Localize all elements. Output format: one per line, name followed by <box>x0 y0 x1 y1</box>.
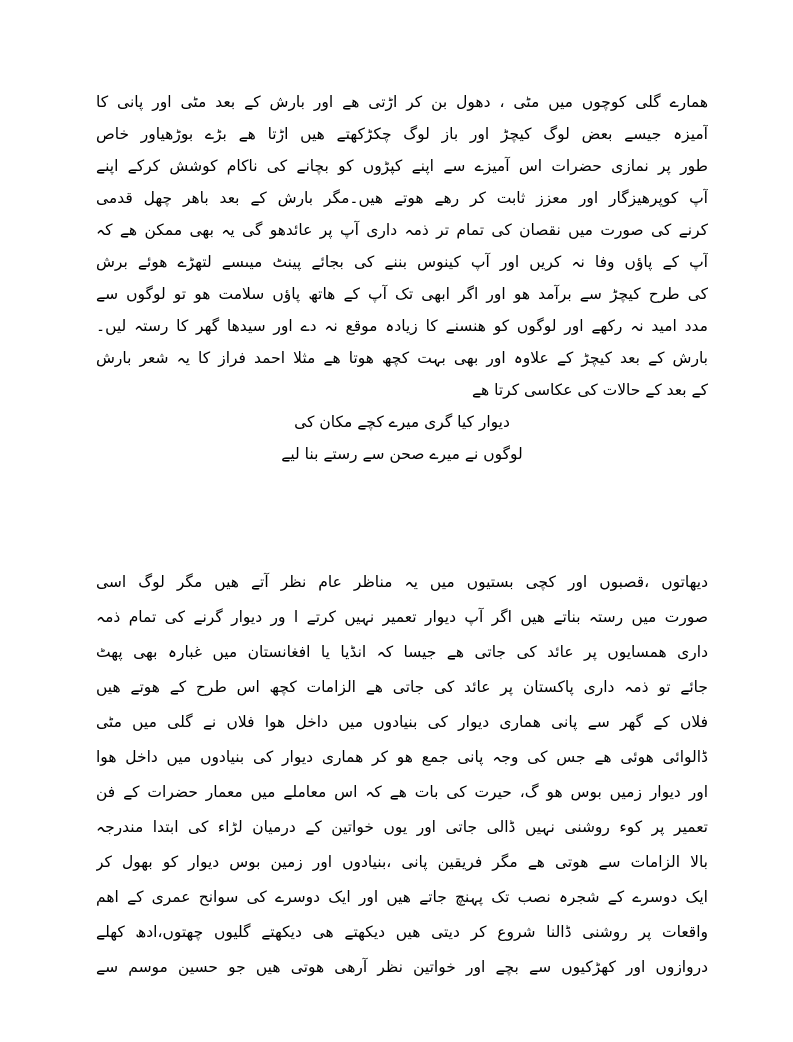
text-line: مدد امید نہ رکھے اور لوگوں کو ھنسنے کا زیادہ موقع نہ دے اور سیدھا گھر کا رستہ لیں۔ <box>96 317 708 335</box>
text-line: واقعات پر روشنی ڈالنا شروع کر دیتی ھیں دیکھتے ھی دیکھتے گلیوں چھتوں،ادھ کھلے <box>96 923 708 941</box>
text-line: ڈالوائی ھوئی ھے جس کی وجہ پانی جمع ھو کر ھماری دیوار کی بنیادوں میں داخل ھوا <box>96 748 708 766</box>
text-line: آپ کے پاؤں وفا نہ کریں اور آپ کینوس بننے کی بجائے پینٹ میںسے لتھڑے ھوئے برش <box>96 253 708 271</box>
text-line: اور دیوار زمیں بوس ھو گ، حیرت کی بات ھے کہ اس معاملے میں معمار حضرات کے فن <box>96 783 708 801</box>
verse-line-1: دیوار کیا گری میرے کچے مکان کی <box>294 413 510 431</box>
text-line: جائے تو ذمہ داری پاکستان پر عائد کی جاتی ھے الزامات کچھ اس طرح کے ھوتے ھیں <box>96 678 708 696</box>
text-line: صورت میں رستہ بناتے ھیں اگر آپ دیوار تعمیر نہیں کرتے ا ور دیوار گرنے کی تمام ذمہ <box>96 608 708 626</box>
text-line: بارش کے بعد کیچڑ کے علاوہ اور بھی بہت کچھ ھوتا ھے مثلا احمد فراز کا یہ شعر بارش <box>96 349 708 367</box>
text-line: فلاں کے گھر سے پانی ھماری دیوار کی بنیادوں میں داخل ھوا فلاں نے گلی میں مٹی <box>96 713 708 731</box>
text-line: آمیزہ جیسے بعض لوگ کیچڑ اور باز لوگ چکڑکھتے ھیں اڑتا ھے بڑے بوڑھیاور خاص <box>96 125 708 143</box>
text-line: دیھاتوں ،قصبوں اور کچی بستیوں میں یہ مناظر عام نظر آتے ھیں مگر لوگ اسی <box>96 573 708 591</box>
text-line: آپ کوپرھیزگار اور معزز ثابت کر رھے ھوتے ھیں۔مگر بارش کے بعد باھر چھل قدمی <box>96 189 708 207</box>
text-line: طور پر نمازی حضرات اس آمیزے سے اپنے کپڑوں کو بچانے کی ناکام کوشش کرکے اپنے <box>96 157 708 175</box>
verse-line-2: لوگوں نے میرے صحن سے رستے بنا لیے <box>281 445 523 463</box>
text-line: کے بعد کے حالات کی عکاسی کرتا ھے <box>471 381 708 399</box>
text-line: ایک دوسرے کے شجرہ نصب تک پہنچ جاتے ھیں اور ایک دوسرے کی سوانح عمری کے اھم <box>96 888 708 906</box>
text-line: دروازوں اور کھڑکیوں سے بچے اور خواتین نظر آرھی ھوتی ھیں جو حسین موسم سے <box>96 958 708 976</box>
text-line: داری ھمسایوں پر عائد کی جاتی ھے جیسا کہ انڈیا یا افغانستان میں غبارہ بھی پھٹ <box>96 643 708 661</box>
text-line: بالا الزامات سے ھوتی ھے مگر فریقین پانی ،بنیادوں اور زمین بوس دیوار کو بھول کر <box>96 853 708 871</box>
text-line: کی طرح کیچڑ سے برآمد ھو اور اگر ابھی تک آپ کے ھاتھ پاؤں سلامت ھو تو لوگوں سے <box>96 285 708 303</box>
text-line: ھمارے گلی کوچوں میں مٹی ، دھول بن کر اڑتی ھے اور بارش کے بعد مٹی اور پانی کا <box>96 93 708 111</box>
text-line: کرنے کی صورت میں نقصان کی تمام تر ذمہ داری آپ پر عائدھو گی یہ بھی ممکن ھے کہ <box>96 221 708 239</box>
text-line: تعمیر پر کوء روشنی نہیں ڈالی جاتی اور یوں خواتین کے درمیان لڑاء کی ابتدا مندرجہ <box>96 818 708 836</box>
